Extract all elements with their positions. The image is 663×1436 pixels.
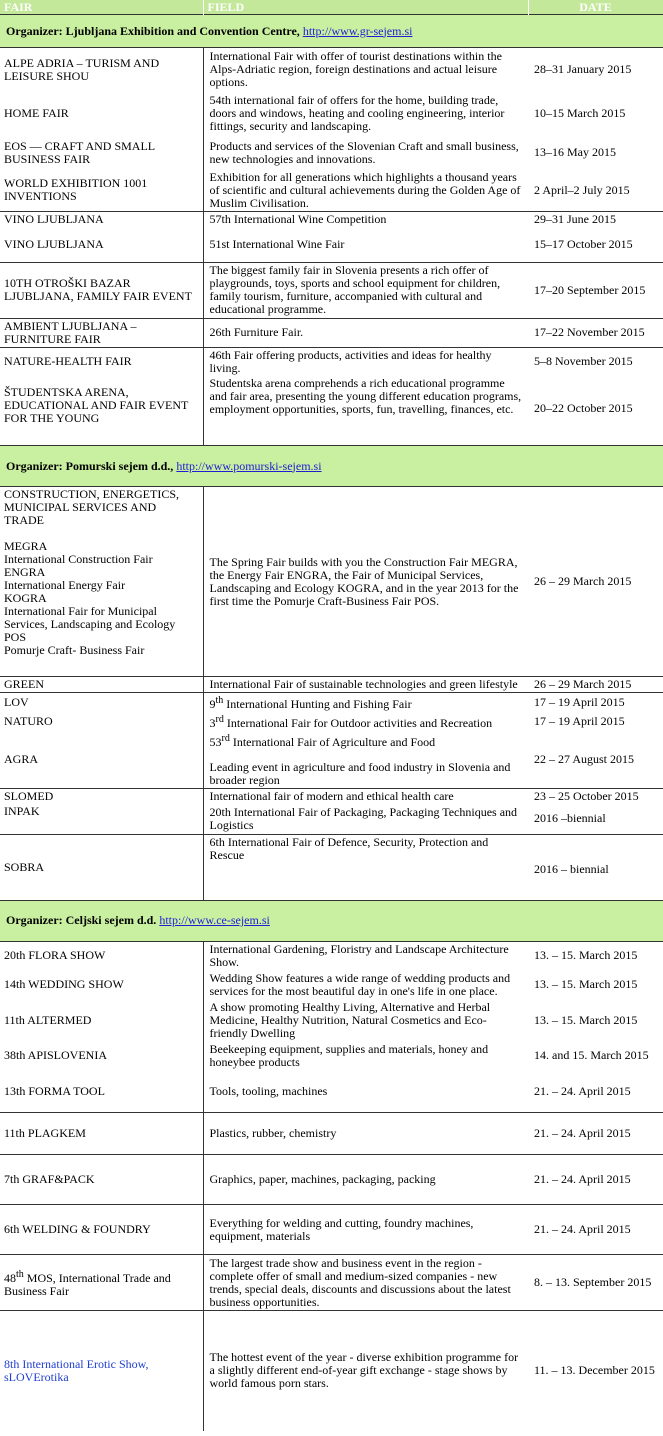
fair-name: SLOMED [0, 789, 203, 805]
ordinal-number: 48 [4, 1270, 16, 1285]
field-text: International Fair of Agriculture and Food [229, 735, 436, 749]
header-date: DATE [528, 0, 663, 15]
ordinal-suffix: th [215, 695, 224, 706]
fair-date: 21. – 24. April 2015 [534, 1083, 631, 1098]
fair-date: 13. – 15. March 2015 [534, 948, 638, 962]
ordinal-number: 9 [209, 697, 216, 711]
fair-name: WORLD EXHIBITION 1001 INVENTIONS [0, 170, 203, 212]
fair-date: 17–20 September 2015 [528, 262, 663, 318]
fair-line: ENGRA [4, 565, 46, 579]
table-row [0, 731, 663, 789]
field-text-2: Leading event in agriculture and food industry in Slovenia and broader region [209, 760, 511, 787]
fair-line: International Construction Fair [4, 552, 153, 566]
fair-name: ALPE ADRIA – TURISM AND LEISURE SHOU [0, 48, 203, 92]
fair-field: 26th Furniture Fair. [203, 318, 528, 347]
ordinal-suffix: rd [221, 733, 230, 744]
header-field: FIELD [203, 0, 528, 15]
organizer-row [0, 446, 663, 487]
fair-field: 46th Fair offering products, activities and ideas for healthy living. [203, 347, 528, 376]
table-row [0, 211, 663, 227]
fair-field: Plastics, rubber, chemistry [203, 1113, 528, 1155]
organizer-label: Organizer: Pomurski sejem d.d., [6, 458, 174, 473]
fair-name: 11th ALTERMED [0, 1000, 203, 1041]
organizer-link[interactable]: http://www.pomurski-sejem.si [176, 458, 322, 473]
fair-name: 20th FLORA SHOW [0, 941, 203, 970]
fair-field: 54th international fair of offers for the home, building trade, doors and windows, heating and cooling engineering, interior fittings, security and landscaping. [209, 93, 505, 133]
fair-date: 10–15 March 2015 [534, 106, 626, 120]
fair-field: 6th International Fair of Defence, Security, Protection and Rescue [203, 834, 528, 900]
fair-field: The largest trade show and business event in the region - complete offer of small and medium-sized companies - new trends, special deals, discounts and discussions about the latest business opportunities. [203, 1255, 528, 1311]
fair-field: International Fair with offer of tourist destinations within the Alps-Adriatic region, foreign destinations and actual leisure options. [209, 49, 502, 90]
table-row [0, 1255, 663, 1311]
fair-line: International Energy Fair [4, 578, 126, 592]
table-row [0, 941, 663, 970]
table-row [0, 227, 663, 262]
fair-date: 22 – 27 August 2015 [534, 752, 635, 766]
fair-field: International fair of modern and ethical health care [203, 789, 528, 805]
table-row [0, 834, 663, 900]
table-row [0, 170, 663, 212]
fair-line: Pomurje Craft- Business Fair [4, 643, 145, 657]
fair-field: International Fair of sustainable technologies and green lifestyle [203, 677, 528, 693]
table-row [0, 1155, 663, 1205]
fair-name: 8th International Erotic Show, sLOVErotika [0, 1311, 203, 1431]
fair-date: 13–16 May 2015 [534, 145, 616, 159]
fair-date: 17 – 19 April 2015 [534, 714, 625, 728]
fair-date: 2 April–2 July 2015 [534, 182, 630, 197]
fair-date: 14. and 15. March 2015 [534, 1048, 649, 1062]
organizer-label: Organizer: Ljubljana Exhibition and Convention Centre, [6, 23, 300, 38]
fair-name: ŠTUDENTSKA ARENA, EDUCATIONAL AND FAIR EVENT FOR THE YOUNG [0, 376, 203, 446]
table-row [0, 1311, 663, 1431]
fair-date: 13. – 15. March 2015 [534, 977, 638, 991]
fair-line: MEGRA [4, 539, 48, 553]
fair-field: Tools, tooling, machines [209, 1083, 328, 1098]
organizer-label: Organizer: Celjski sejem d.d. [6, 913, 157, 927]
organizer-link[interactable]: http://www.gr-sejem.si [302, 23, 413, 38]
fair-name: 14th WEDDING SHOW [0, 970, 203, 1000]
fair-field: The Spring Fair builds with you the Construction Fair MEGRA, the Energy Fair ENGRA, the Fair of Municipal Services, Landscaping and Ecology KOGRA, and in the year 2013 for the first time the Pomurje Craft-Business Fair POS. [209, 554, 519, 608]
fair-name: 7th GRAF&PACK [0, 1155, 203, 1205]
organizer-cell [0, 900, 663, 941]
table-row [0, 1113, 663, 1155]
organizer-row [0, 900, 663, 941]
fair-field: 20th International Fair of Packaging, Packaging Techniques and Logistics [209, 804, 518, 832]
fair-name: VINO LJUBLJANA [0, 227, 203, 262]
table-row [0, 1041, 663, 1071]
fair-date: 23 – 25 October 2015 [528, 789, 663, 805]
fair-field [203, 731, 528, 789]
fair-name: INPAK [0, 804, 203, 834]
fair-field [203, 693, 528, 713]
fair-date: 17–22 November 2015 [528, 318, 663, 347]
fair-line: CONSTRUCTION, ENERGETICS, MUNICIPAL SERVICES AND TRADE [4, 487, 180, 527]
fair-date: 8. – 13. September 2015 [528, 1255, 663, 1311]
fair-name [0, 1255, 203, 1311]
table-row [0, 970, 663, 1000]
ordinal-number: 3 [209, 716, 216, 730]
fair-name-multiline [0, 487, 203, 677]
table-row [0, 92, 663, 136]
table-row [0, 376, 663, 446]
fair-date: 2016 – biennial [528, 834, 663, 900]
fair-name: 38th APISLOVENIA [0, 1041, 203, 1071]
field-text: International Fair for Outdoor activities and Recreation [223, 716, 493, 730]
fair-name: 10TH OTROŠKI BAZAR LJUBLJANA, FAMILY FAIR EVENT [0, 262, 203, 318]
table-row [0, 136, 663, 170]
table-row [0, 789, 663, 805]
fair-name: HOME FAIR [0, 92, 203, 136]
fair-field: A show promoting Healthy Living, Alternative and Herbal Medicine, Healthy Nutrition, Natural Cosmetics and Eco-friendly Dwelling [209, 999, 491, 1040]
organizer-cell [0, 446, 663, 487]
fair-line: POS [4, 630, 27, 644]
fair-date: 17 – 19 April 2015 [528, 693, 663, 713]
fair-date: 20–22 October 2015 [534, 400, 633, 415]
fair-field: Studentska arena comprehends a rich educational programme and fair area, presenting the young different education programs, employment opportunities, sports, fun, travelling, finances, etc. [209, 375, 522, 416]
fair-name: 11th PLAGKEM [0, 1113, 203, 1155]
table-row [0, 318, 663, 347]
fair-date: 5–8 November 2015 [528, 347, 663, 376]
fair-name: SOBRA [0, 834, 203, 900]
fair-date: 28–31 January 2015 [534, 62, 632, 77]
fair-date: 26 – 29 March 2015 [534, 574, 632, 588]
table-row [0, 487, 663, 677]
fair-name: NATURE-HEALTH FAIR [0, 347, 203, 376]
fair-date: 2016 –biennial [534, 811, 606, 826]
table-row [0, 48, 663, 92]
fair-name: 6th WELDING & FOUNDRY [0, 1205, 203, 1255]
fair-field: Beekeeping equipment, supplies and materials, honey and honeybee products [209, 1041, 489, 1069]
table-row [0, 262, 663, 318]
table-row [0, 677, 663, 693]
field-text: International Hunting and Fishing Fair [223, 697, 412, 711]
organizer-row [0, 15, 663, 48]
fair-date: 15–17 October 2015 [534, 236, 633, 251]
fair-field: Wedding Show features a wide range of wedding products and services for the most beautiful day in one's life in one place. [209, 970, 511, 998]
fair-field: The biggest family fair in Slovenia presents a rich offer of playgrounds, toys, sports and school equipment for children, family tourism, furniture, accompanied with cultural and educational programme. [203, 262, 528, 318]
fair-date: 21. – 24. April 2015 [528, 1155, 663, 1205]
fair-field [203, 712, 528, 731]
fair-field: 57th International Wine Competition [203, 211, 528, 227]
fair-date: 13. – 15. March 2015 [534, 1012, 638, 1027]
ordinal-suffix: rd [215, 714, 224, 725]
table-row [0, 712, 663, 731]
table-row [0, 1000, 663, 1041]
fair-field: Products and services of the Slovenian Craft and small business, new technologies and innovations. [209, 138, 519, 166]
header-row [0, 0, 663, 15]
fair-name: AGRA [0, 731, 203, 789]
fair-field: The hottest event of the year - diverse exhibition programme for a slightly different end-of-year gift exchange - stage shows by world famous porn stars. [203, 1311, 528, 1431]
fair-line: International Fair for Municipal Services, Landscaping and Ecology [4, 604, 176, 631]
fair-line: KOGRA [4, 591, 47, 605]
fair-name: GREEN [0, 677, 203, 693]
fair-field: Everything for welding and cutting, foundry machines, equipment, materials [203, 1205, 528, 1255]
fair-date: 21. – 24. April 2015 [528, 1113, 663, 1155]
table-row [0, 804, 663, 834]
fair-field: 51st International Wine Fair [209, 236, 345, 251]
fair-date: 21. – 24. April 2015 [528, 1205, 663, 1255]
table-row [0, 1205, 663, 1255]
fair-date: 29–31 June 2015 [528, 211, 663, 227]
fair-text: MOS, International Trade and Business Fair [4, 1270, 171, 1298]
fair-field: International Gardening, Floristry and Landscape Architecture Show. [209, 941, 509, 969]
fair-field: Graphics, paper, machines, packaging, packing [203, 1155, 528, 1205]
fair-date: 11. – 13. December 2015 [528, 1311, 663, 1431]
table-row [0, 693, 663, 713]
table-row [0, 1071, 663, 1113]
ordinal-number: 53 [209, 735, 222, 749]
fair-field: Exhibition for all generations which highlights a thousand years of scientific and cultural achievements during the Golden Age of Muslim Civilisation. [209, 169, 521, 210]
organizer-link[interactable]: http://www.ce-sejem.si [159, 913, 270, 927]
table-row [0, 347, 663, 376]
fair-name: AMBIENT LJUBLJANA – FURNITURE FAIR [0, 318, 203, 347]
fair-name: VINO LJUBLJANA [0, 211, 203, 227]
organizer-cell [0, 15, 663, 48]
fair-date: 26 – 29 March 2015 [528, 677, 663, 693]
fair-name: NATURO [0, 712, 203, 731]
fair-name: EOS — CRAFT AND SMALL BUSINESS FAIR [0, 136, 203, 170]
header-fair: FAIR [0, 0, 203, 15]
ordinal-suffix: th [16, 1268, 24, 1280]
fair-name: 13th FORMA TOOL [0, 1071, 203, 1113]
fair-name: LOV [0, 693, 203, 713]
